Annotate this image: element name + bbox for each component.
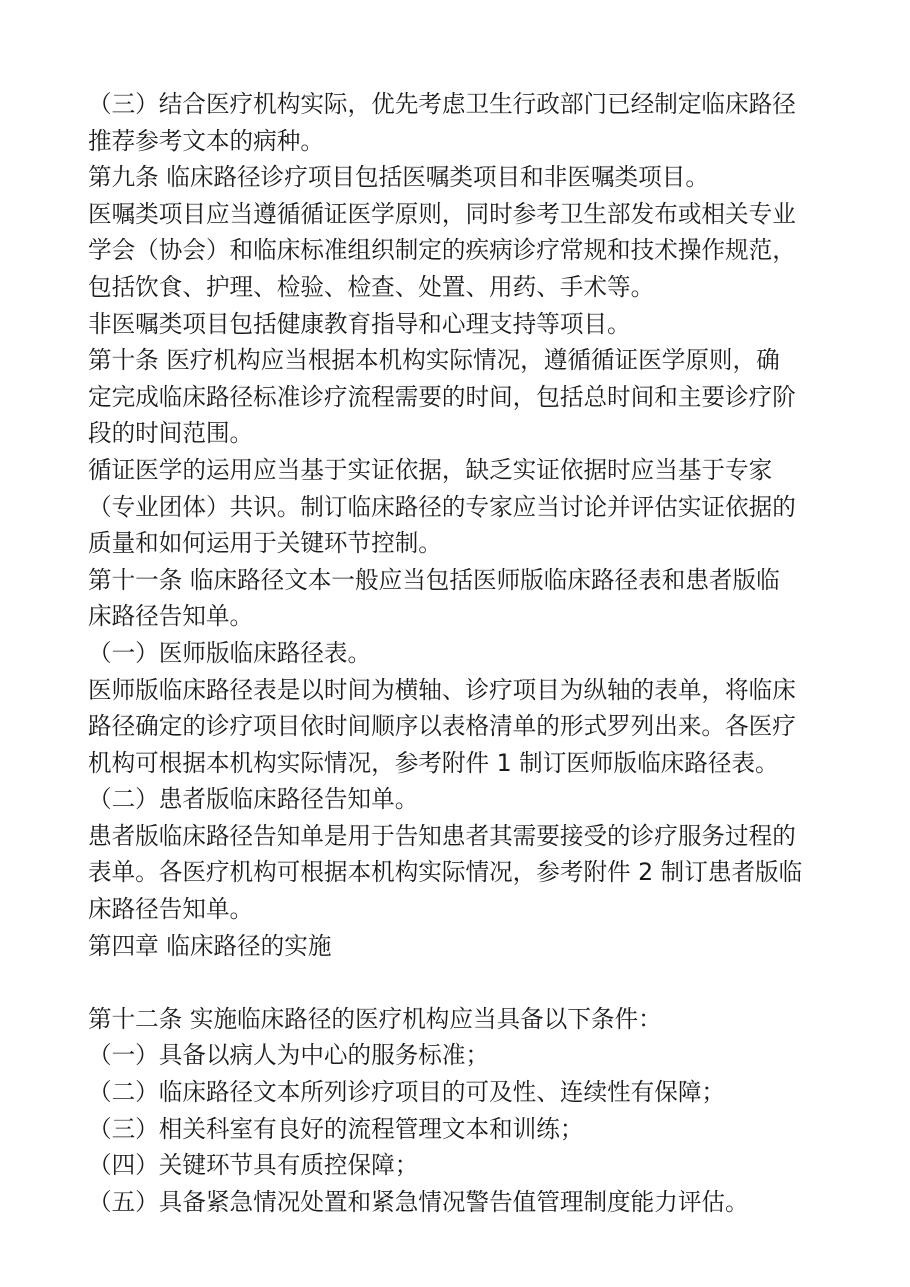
text-line: 质量和如何运用于关键环节控制。 bbox=[88, 529, 442, 558]
list-item: （一）具备以病人为中心的服务标准； bbox=[88, 1041, 490, 1070]
document-body bbox=[88, 86, 828, 1220]
list-item: （五）具备紧急情况处置和紧急情况警告值管理制度能力评估。 bbox=[88, 1187, 749, 1216]
text-line: 包括饮食、护理、检验、检查、处置、用药、手术等。 bbox=[88, 272, 655, 301]
text-line: 段的时间范围。 bbox=[88, 419, 254, 448]
chapter-heading: 第四章 临床路径的实施 bbox=[88, 931, 332, 960]
text-line: 机构可根据本机构实际情况，参考附件 1 制订医师版临床路径表。 bbox=[88, 748, 779, 777]
text-line: 床路径告知单。 bbox=[88, 895, 254, 924]
article-heading: 第九条 临床路径诊疗项目包括医嘱类项目和非医嘱类项目。 bbox=[88, 163, 709, 192]
text-line: 循证医学的运用应当基于实证依据，缺乏实证依据时应当基于专家 bbox=[88, 455, 773, 484]
article-heading: 第十二条 实施临床路径的医疗机构应当具备以下条件： bbox=[88, 1004, 662, 1033]
text-line: 学会（协会）和临床标准组织制定的疾病诊疗常规和技术操作规范， bbox=[88, 236, 796, 265]
text-line: 定完成临床路径标准诊疗流程需要的时间，包括总时间和主要诊疗阶 bbox=[88, 382, 796, 411]
text-line: 表单。各医疗机构可根据本机构实际情况，参考附件 2 制订患者版临 bbox=[88, 858, 803, 887]
article-heading: 第十条 医疗机构应当根据本机构实际情况，遵循循证医学原则，确 bbox=[88, 346, 780, 375]
list-item: （四）关键环节具有质控保障； bbox=[88, 1151, 419, 1180]
text-line: 推荐参考文本的病种。 bbox=[88, 126, 324, 155]
text-line: 医师版临床路径表是以时间为横轴、诊疗项目为纵轴的表单，将临床 bbox=[88, 675, 796, 704]
text-line: 非医嘱类项目包括健康教育指导和心理支持等项目。 bbox=[88, 309, 631, 338]
article-heading: 第十一条 临床路径文本一般应当包括医师版临床路径表和患者版临 bbox=[88, 565, 780, 594]
blank-line bbox=[88, 964, 828, 1001]
text-line: 路径确定的诊疗项目依时间顺序以表格清单的形式罗列出来。各医疗 bbox=[88, 712, 796, 741]
text-line: （三）结合医疗机构实际，优先考虑卫生行政部门已经制定临床路径 bbox=[88, 90, 796, 118]
list-item: （二）患者版临床路径告知单。 bbox=[88, 785, 419, 814]
list-item: （一）医师版临床路径表。 bbox=[88, 638, 372, 667]
list-item: （二）临床路径文本所列诊疗项目的可及性、连续性有保障； bbox=[88, 1078, 726, 1107]
text-line: 患者版临床路径告知单是用于告知患者其需要接受的诊疗服务过程的 bbox=[88, 821, 796, 850]
text-line: 医嘱类项目应当遵循循证医学原则，同时参考卫生部发布或相关专业 bbox=[88, 199, 796, 228]
list-item: （三）相关科室有良好的流程管理文本和训练； bbox=[88, 1114, 584, 1143]
text-line: 床路径告知单。 bbox=[88, 602, 254, 631]
text-line: （专业团体）共识。制订临床路径的专家应当讨论并评估实证依据的 bbox=[88, 492, 796, 521]
